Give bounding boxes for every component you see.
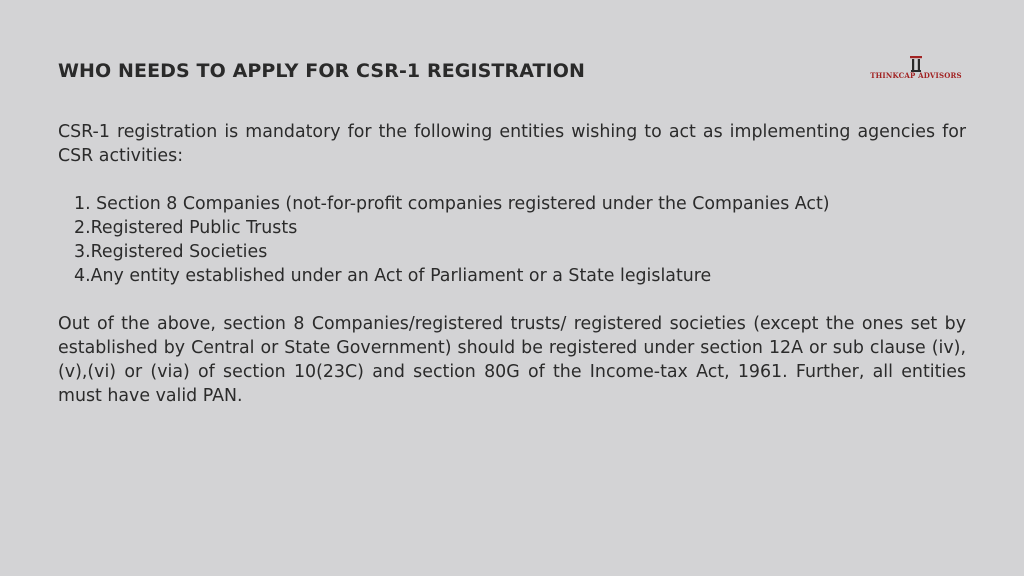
list-item-number: 2.: [74, 218, 91, 238]
intro-paragraph: CSR-1 registration is mandatory for the following entities wishing to act as implementing agencies for CSR activities:: [58, 122, 966, 166]
pillar-logo-icon: [910, 56, 922, 72]
slide-content: [58, 120, 966, 408]
list-item-number: 3.: [74, 242, 91, 262]
slide-title: WHO NEEDS TO APPLY FOR CSR-1 REGISTRATION: [58, 60, 586, 82]
list-item-number: 1.: [74, 194, 97, 214]
list-item-text: Section 8 Companies (not-for-profit companies registered under the Companies Act): [96, 194, 830, 214]
list-item: [74, 216, 966, 240]
list-item-text: Registered Societies: [90, 242, 268, 262]
company-logo: [866, 56, 966, 82]
list-item-text: Registered Public Trusts: [90, 218, 298, 238]
list-item-text: Any entity established under an Act of Parliament or a State legislature: [90, 266, 712, 286]
list-item: [74, 264, 966, 288]
closing-paragraph: Out of the above, section 8 Companies/registered trusts/ registered societies (except the ones set by established by Central or State Government) should be registered under section 12A or sub clause (iv), (v),(vi) or (via) of section 10(23C) and section 80G of the Income-tax Act, 1961. Further, all entities must have valid PAN.: [58, 314, 966, 406]
entity-list: [58, 192, 966, 288]
list-item: [74, 240, 966, 264]
list-item-number: 4.: [74, 266, 91, 286]
list-item: [74, 192, 966, 216]
logo-text: THINKCAP ADVISORS: [870, 71, 962, 80]
